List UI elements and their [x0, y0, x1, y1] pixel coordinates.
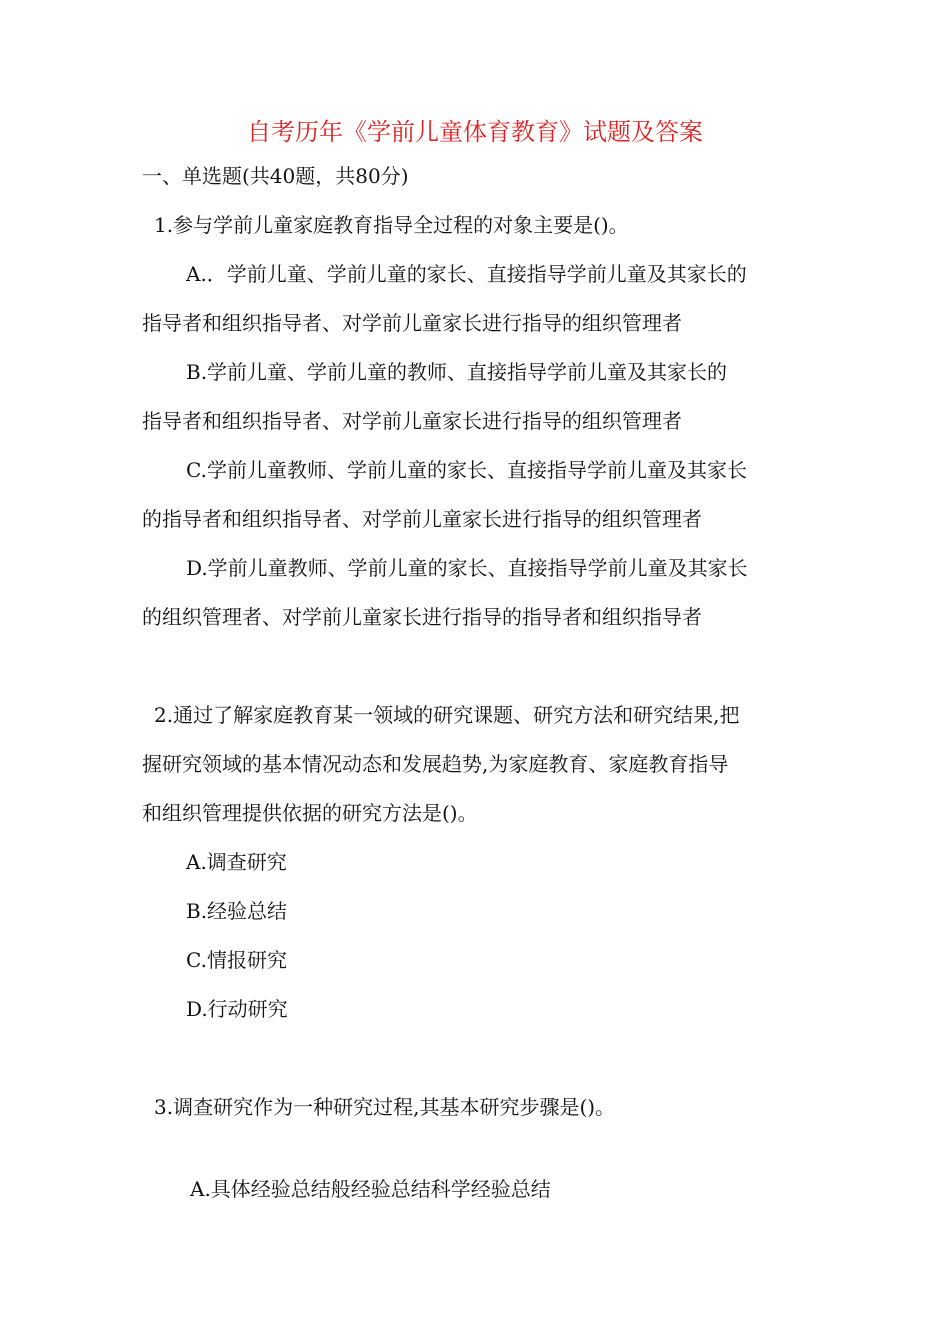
question-1-option-a-line-1: A.．学前儿童、学前儿童的家长、直接指导学前儿童及其家长的 — [186, 262, 747, 286]
question-1-option-d-line-1: D.学前儿童教师、学前儿童的家长、直接指导学前儿童及其家长 — [186, 556, 748, 580]
question-2-option-b: B.经验总结 — [186, 899, 288, 923]
question-2-option-a: A.调查研究 — [186, 850, 287, 874]
question-2-stem-line-2: 握研究领域的基本情况动态和发展趋势,为家庭教育、家庭教育指导 — [142, 752, 729, 776]
question-2-option-c: C.情报研究 — [186, 948, 287, 972]
question-1-option-a-line-2: 指导者和组织指导者、对学前儿童家长进行指导的组织管理者 — [142, 311, 682, 335]
question-2-stem-line-3: 和组织管理提供依据的研究方法是()。 — [142, 801, 478, 825]
question-3-option-a: A.具体经验总结般经验总结科学经验总结 — [190, 1177, 551, 1201]
question-1-stem: 1.参与学前儿童家庭教育指导全过程的对象主要是()。 — [154, 213, 629, 237]
question-1-option-b-line-2: 指导者和组织指导者、对学前儿童家长进行指导的组织管理者 — [142, 409, 682, 433]
question-2-option-d: D.行动研究 — [186, 997, 288, 1021]
section-heading: 一、单选题(共40题，共80分) — [142, 164, 409, 188]
question-2-stem-line-1: 2.通过了解家庭教育某一领域的研究课题、研究方法和研究结果,把 — [154, 703, 740, 727]
question-1-option-c-line-2: 的指导者和组织指导者、对学前儿童家长进行指导的组织管理者 — [142, 507, 702, 531]
question-1-option-b-line-1: B.学前儿童、学前儿童的教师、直接指导学前儿童及其家长的 — [186, 360, 728, 384]
question-1-option-d-line-2: 的组织管理者、对学前儿童家长进行指导的指导者和组织指导者 — [142, 605, 702, 629]
question-1-option-c-line-1: C.学前儿童教师、学前儿童的家长、直接指导学前儿童及其家长 — [186, 458, 747, 482]
question-3-stem: 3.调查研究作为一种研究过程,其基本研究步骤是()。 — [154, 1095, 616, 1119]
document-title: 自考历年《学前儿童体育教育》试题及答案 — [247, 118, 703, 146]
